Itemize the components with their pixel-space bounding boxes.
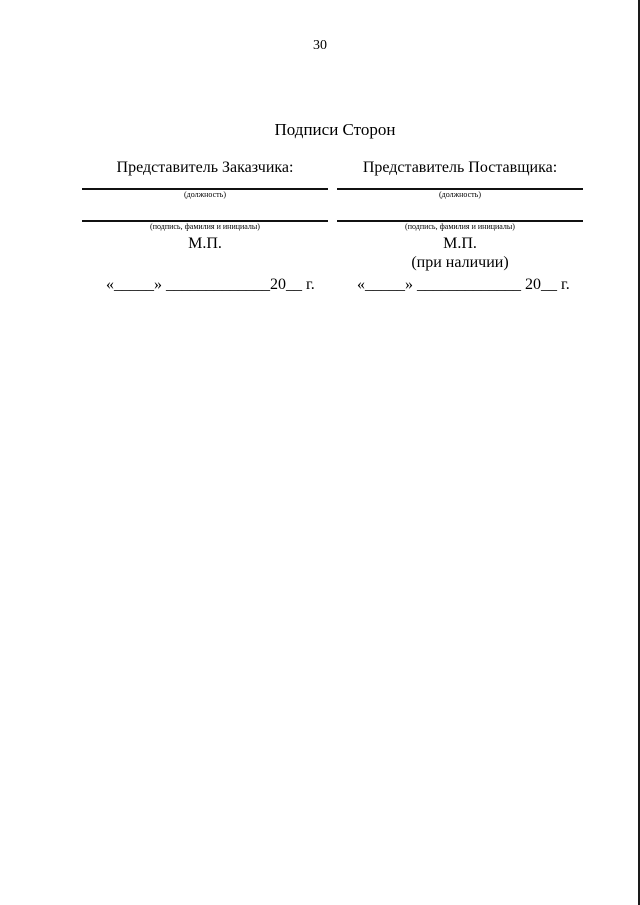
supplier-stamp-label: М.П. xyxy=(443,235,477,252)
supplier-position-caption: (должность) xyxy=(439,190,481,199)
customer-heading: Представитель Заказчика: xyxy=(116,159,294,176)
supplier-signature-block xyxy=(337,158,583,272)
supplier-heading: Представитель Поставщика: xyxy=(362,159,558,176)
customer-date-line: «_____» _____________20__ г. xyxy=(106,276,315,293)
supplier-signature-caption: (подпись, фамилия и инициалы) xyxy=(405,222,515,231)
customer-signature-caption: (подпись, фамилия и инициалы) xyxy=(150,222,260,231)
supplier-stamp-note: (при наличии) xyxy=(411,254,509,271)
customer-position-caption: (должность) xyxy=(184,190,226,199)
page-number: 30 xyxy=(313,38,327,53)
customer-signature-block xyxy=(82,158,328,253)
section-title: Подписи Сторон xyxy=(274,120,396,139)
customer-stamp-label: М.П. xyxy=(188,235,222,252)
supplier-date-line: «_____» _____________ 20__ г. xyxy=(357,276,570,293)
